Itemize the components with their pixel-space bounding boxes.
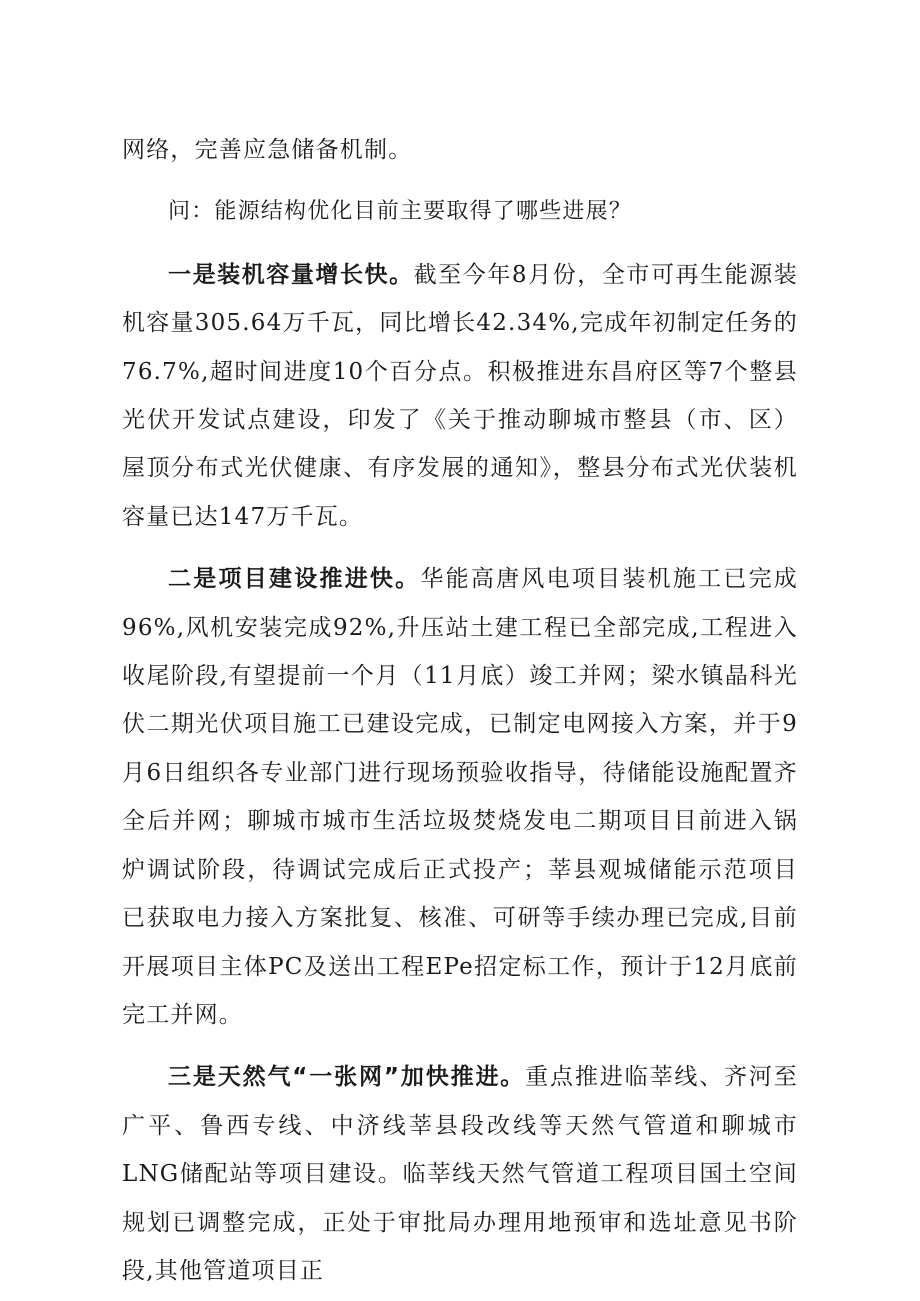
paragraph-lead: 一是装机容量增长快。 <box>168 261 414 288</box>
paragraph-lead: 三是天然气“一张网”加快推进。 <box>168 1064 526 1091</box>
paragraph-body: 重点推进临莘线、齐河至广平、鲁西专线、中济线莘县段改线等天然气管道和聊城市LNG储配站等项目建设。临莘线天然气管道工程项目国土空间规划已调整完成，正处于审批局办理用地预审和选址意见书阶段,其他管道项目正 <box>122 1064 798 1284</box>
paragraph-body: 截至今年8月份，全市可再生能源装机容量305.64万千瓦，同比增长42.34%,完成年初制定任务的76.7%,超时间进度10个百分点。积极推进东昌府区等7个整县光伏开发试点建设，印发了《关于推动聊城市整县（市、区）屋顶分布式光伏健康、有序发展的通知》，整县分布式光伏装机容量已达147万千瓦。 <box>122 261 798 530</box>
paragraph-natural-gas <box>122 1053 798 1295</box>
question-heading: 问：能源结构优化目前主要取得了哪些进展？ <box>168 199 633 225</box>
paragraph-installed-capacity <box>122 251 798 541</box>
document-page <box>122 126 798 1295</box>
paragraph-body: 华能高唐风电项目装机施工已完成96%,风机安装完成92%,升压站土建工程已全部完成,工程进入收尾阶段,有望提前一个月（11月底）竣工并网；梁水镇晶科光伏二期光伏项目施工已建设完成，已制定电网接入方案，并于9月6日组织各专业部门进行现场预验收指导，待储能设施配置齐全后并网；聊城市城市生活垃圾焚烧发电二期项目目前进入锅炉调试阶段，待调试完成后正式投产；莘县观城储能示范项目已获取电力接入方案批复、核准、可研等手续办理已完成,目前开展项目主体PC及送出工程EPe招定标工作，预计于12月底前完工并网。 <box>122 566 799 1028</box>
paragraph-lead: 二是项目建设推进快。 <box>168 566 421 593</box>
opening-line: 网络，完善应急储备机制。 <box>122 137 413 163</box>
paragraph-project-construction <box>122 555 798 1039</box>
